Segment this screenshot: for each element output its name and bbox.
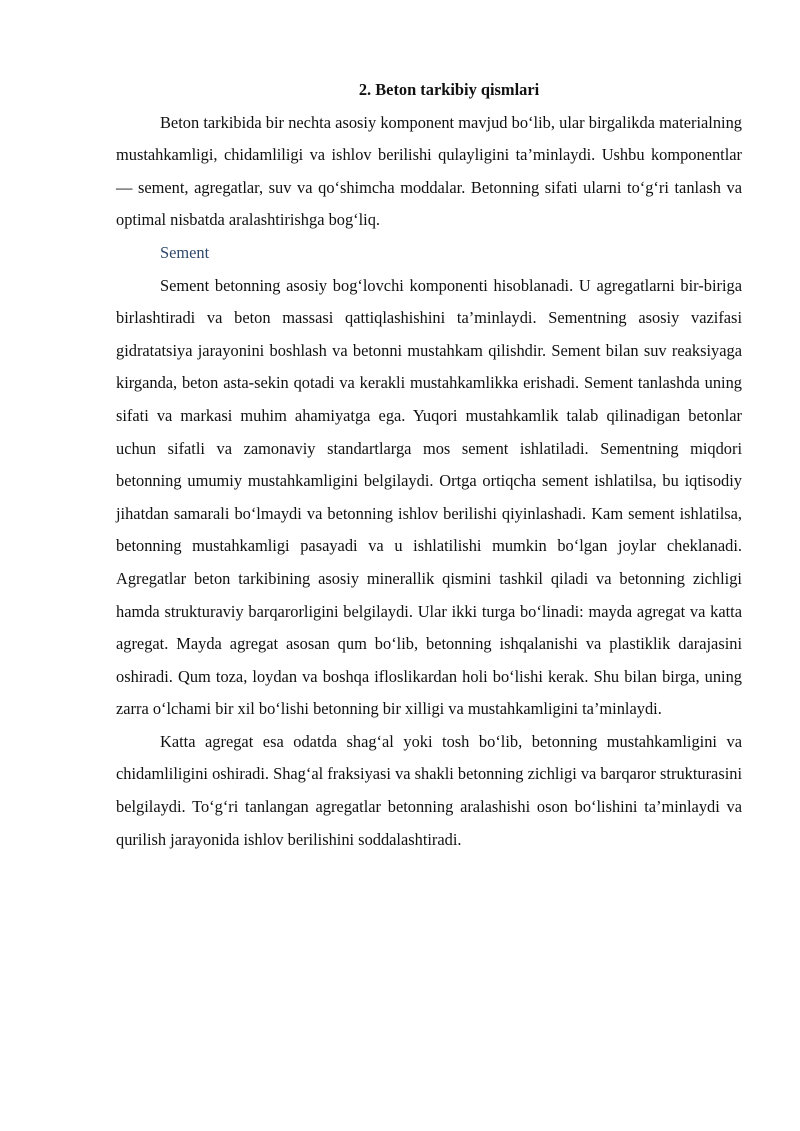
katta-agregat-paragraph: Katta agregat esa odatda shag‘al yoki tosh bo‘lib, betonning mustahkamligini va chidamliligini oshiradi. Shag‘al fraksiyasi va shakli betonning zichligi va barqaror strukturasini belgilaydi. To‘g‘ri tanlangan agregatlar betonning aralashishi oson bo‘lishini ta’minlaydi va qurilish jarayonida ishlov berilishini soddalashtiradi. [116,731,742,849]
intro-paragraph: Beton tarkibida bir nechta asosiy komponent mavjud bo‘lib, ular birgalikda materialning mustahkamligi, chidamliligi va ishlov berilishi qulayligini ta’minlaydi. Ushbu komponentlar — sement, agregatlar, suv va qo‘shimcha moddalar. Betonning sifati ularni to‘g‘ri tanlash va optimal nisbatda aralashtirishga bog‘liq. [116,112,742,230]
section-title: 2. Beton tarkibiy qismlari [358,80,540,99]
sement-paragraph: Sement betonning asosiy bog‘lovchi komponenti hisoblanadi. U agregatlarni bir-biriga birlashtiradi va beton massasi qattiqlashishini ta’minlaydi. Sementning asosiy vazifasi gidratatsiya jarayonini boshlash va betonni mustahkam qilishdir. Sement bilan suv reaksiyaga kirganda, beton asta-sekin qotadi va kerakli mustahkamlikka erishadi. Sement tanlashda uning sifati va markasi muhim ahamiyatga ega. Yuqori mustahkamlik talab qilinadigan betonlar uchun sifatli va zamonaviy standartlarga mos sement ishlatiladi. Sementning miqdori betonning umumiy mustahkamligini belgilaydi. Ortga ortiqcha sement ishlatilsa, bu iqtisodiy jihatdan samarali bo‘lmaydi va betonning ishlov berilishi qiyinlashadi. Kam sement ishlatilsa, betonning mustahkamligi pasayadi va u ishlatilishi mumkin bo‘lgan joylar cheklanadi. Agregatlar beton tarkibining asosiy minerallik qismini tashkil qiladi va betonning zichligi hamda strukturaviy barqarorligini belgilaydi. Ular ikki turga bo‘linadi: mayda agregat va katta agregat. Mayda agregat asosan qum bo‘lib, betonning ishqalanishi va plastiklik darajasini oshiradi. Qum toza, loydan va boshqa ifloslikardan holi bo‘lishi kerak. Shu bilan birga, uning zarra o‘lchami bir xil bo‘lishi betonning bir xilligi va mustahkamligini ta’minlaydi. [116,275,742,719]
document-body [116,74,742,856]
subheading-sement: Sement [160,242,210,262]
